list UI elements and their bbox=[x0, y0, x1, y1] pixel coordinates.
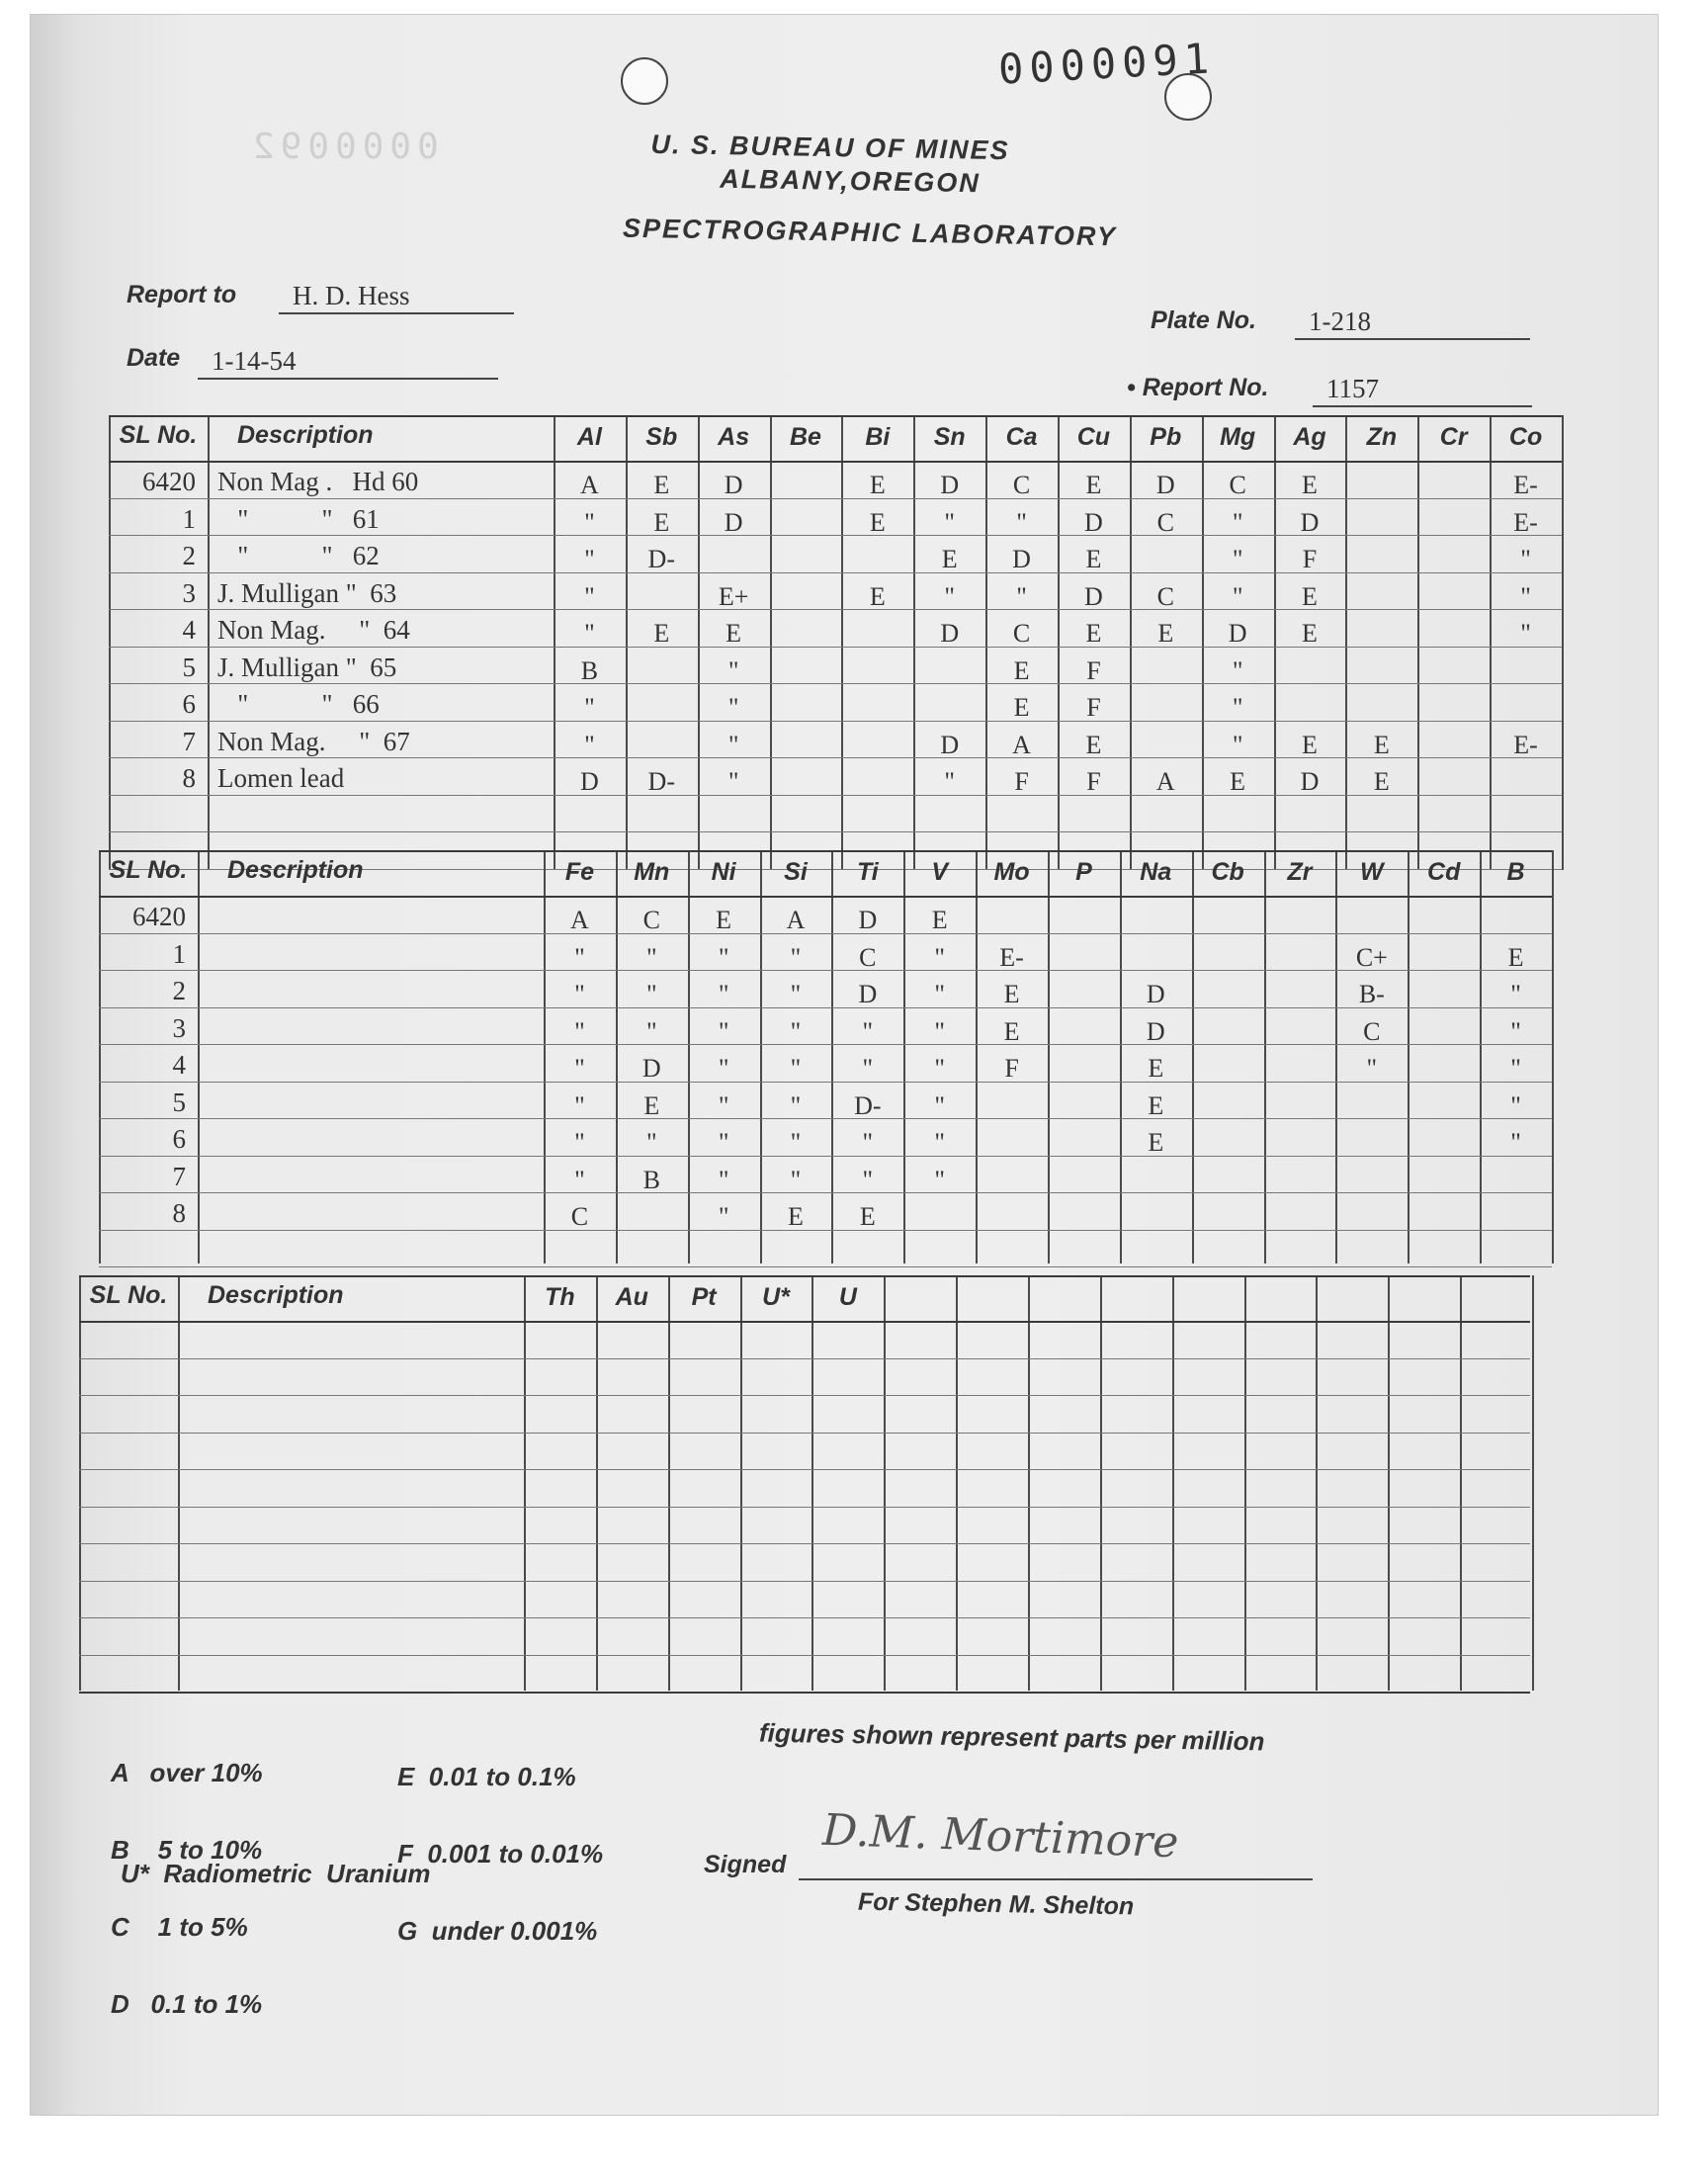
sl-number: 8 bbox=[182, 763, 196, 793]
table-2 bbox=[99, 850, 1552, 1263]
grid-line bbox=[79, 1433, 1530, 1434]
grade-cell: F bbox=[1014, 767, 1029, 796]
grade-cell: " bbox=[645, 1016, 657, 1046]
grade-cell: " bbox=[1520, 581, 1531, 611]
grade-cell: C+ bbox=[1355, 942, 1388, 972]
grade-cell: " bbox=[727, 730, 739, 759]
sl-number: 8 bbox=[172, 1198, 186, 1228]
grade-cell: D bbox=[1300, 507, 1320, 537]
element-header-p: P bbox=[1075, 858, 1092, 886]
grade-cell: C bbox=[1229, 471, 1246, 499]
sl-number: 6420 bbox=[132, 902, 186, 931]
grid-line bbox=[109, 721, 1562, 722]
element-header-ni: Ni bbox=[711, 858, 736, 886]
grid-line bbox=[1172, 1275, 1174, 1691]
sample-description: J. Mulligan " 63 bbox=[217, 577, 397, 608]
grid-line bbox=[1316, 1275, 1318, 1691]
grade-cell: E bbox=[653, 507, 670, 537]
description-header: Description bbox=[227, 856, 364, 884]
grade-cell: " bbox=[574, 1128, 585, 1157]
legend-a: A over 10% bbox=[111, 1758, 263, 1787]
grid-line bbox=[1532, 1275, 1534, 1691]
element-header-zn: Zn bbox=[1366, 423, 1398, 451]
element-header-au: Au bbox=[615, 1283, 648, 1311]
grade-cell: A bbox=[570, 906, 589, 934]
grade-cell: E bbox=[1148, 1090, 1164, 1120]
for-line: For Stephen M. Shelton bbox=[857, 1887, 1135, 1921]
sl-no-header: SL No. bbox=[89, 1281, 168, 1309]
grade-cell: E bbox=[1148, 1128, 1164, 1157]
grade-cell: " bbox=[718, 1016, 729, 1046]
grid-line bbox=[109, 415, 1562, 417]
date-value: 1-14-54 bbox=[198, 344, 498, 380]
grade-cell: " bbox=[718, 1054, 729, 1083]
plate-no-value: 1-218 bbox=[1295, 304, 1530, 340]
legend-f: F 0.001 to 0.01% bbox=[397, 1839, 604, 1869]
grade-cell: E bbox=[859, 1202, 876, 1231]
grid-line bbox=[79, 1395, 1530, 1396]
grid-line bbox=[770, 415, 772, 870]
description-header: Description bbox=[208, 1281, 344, 1309]
sl-number: 6420 bbox=[142, 467, 196, 496]
element-header-na: Na bbox=[1140, 858, 1172, 886]
grade-cell: D bbox=[940, 730, 960, 759]
legend-g: G under 0.001% bbox=[397, 1916, 598, 1946]
grade-cell: F bbox=[1086, 693, 1101, 722]
grade-cell: E bbox=[869, 507, 886, 537]
grade-cell: E bbox=[1085, 730, 1102, 759]
grid-line bbox=[99, 896, 1552, 898]
grade-cell: " bbox=[584, 581, 595, 611]
grade-cell: E bbox=[1373, 767, 1390, 796]
grid-line bbox=[79, 1275, 81, 1691]
grade-cell: " bbox=[1232, 545, 1243, 573]
grade-cell: D- bbox=[854, 1090, 882, 1120]
sl-no-header: SL No. bbox=[109, 856, 188, 884]
element-header-mn: Mn bbox=[634, 858, 670, 886]
grade-cell: E bbox=[1302, 619, 1318, 648]
grade-cell: " bbox=[934, 980, 946, 1008]
element-header-pb: Pb bbox=[1150, 423, 1182, 451]
grade-cell: E bbox=[941, 545, 958, 573]
grade-cell: E bbox=[653, 619, 670, 648]
element-header-th: Th bbox=[545, 1283, 575, 1311]
grade-cell: E bbox=[643, 1090, 660, 1120]
grade-cell: " bbox=[584, 545, 595, 573]
element-header-as: As bbox=[718, 423, 750, 451]
grade-cell: " bbox=[574, 1054, 585, 1083]
grade-cell: D bbox=[1155, 471, 1175, 499]
grade-cell: " bbox=[645, 1128, 657, 1157]
grade-cell: " bbox=[790, 1128, 802, 1157]
grade-cell: D- bbox=[647, 545, 675, 573]
grid-line bbox=[1552, 850, 1554, 1263]
grade-cell: " bbox=[934, 1128, 946, 1157]
grade-cell: " bbox=[574, 980, 585, 1008]
date-label: Date bbox=[127, 344, 181, 372]
grid-line bbox=[198, 850, 200, 1263]
grade-cell: E bbox=[1003, 980, 1020, 1008]
grid-line bbox=[109, 683, 1562, 684]
grid-line bbox=[79, 1469, 1530, 1470]
grade-cell: F bbox=[1086, 767, 1101, 796]
grid-line bbox=[178, 1275, 180, 1691]
element-header-al: Al bbox=[576, 423, 602, 451]
grade-cell: " bbox=[584, 619, 595, 648]
grid-line bbox=[1460, 1275, 1462, 1691]
grade-cell: " bbox=[645, 980, 657, 1008]
grade-cell: E bbox=[869, 471, 886, 499]
legend-col-2 bbox=[397, 1712, 603, 1969]
grid-line bbox=[79, 1275, 1530, 1277]
grade-cell: F bbox=[1004, 1054, 1019, 1083]
grid-line bbox=[1388, 1275, 1390, 1691]
sl-number: 4 bbox=[172, 1050, 186, 1080]
grid-line bbox=[1562, 415, 1564, 870]
grade-cell: " bbox=[584, 507, 595, 537]
grade-cell: E bbox=[726, 619, 742, 648]
grade-cell: " bbox=[862, 1165, 874, 1194]
legend-d: D 0.1 to 1% bbox=[111, 1989, 263, 2019]
report-no-label: • Report No. bbox=[1127, 374, 1269, 401]
table-3 bbox=[79, 1275, 1530, 1691]
grade-cell: " bbox=[1016, 507, 1027, 537]
signature-line bbox=[799, 1878, 1313, 1880]
sl-number: 2 bbox=[172, 976, 186, 1005]
grade-cell: " bbox=[718, 1165, 729, 1194]
grade-cell: " bbox=[934, 942, 946, 972]
grade-cell: E bbox=[716, 906, 732, 934]
grid-line bbox=[79, 1321, 1530, 1323]
grade-cell: E bbox=[1302, 471, 1318, 499]
grade-cell: D bbox=[1084, 507, 1103, 537]
grade-cell: A bbox=[1155, 767, 1175, 796]
element-header-ti: Ti bbox=[856, 858, 879, 886]
legend-c: C 1 to 5% bbox=[111, 1912, 248, 1942]
grade-cell: C bbox=[1012, 471, 1031, 499]
grade-cell: " bbox=[1510, 980, 1521, 1008]
grade-cell: A bbox=[1012, 730, 1031, 759]
grade-cell: " bbox=[727, 767, 739, 796]
grade-cell: " bbox=[934, 1016, 946, 1046]
grade-cell: E bbox=[1085, 619, 1102, 648]
sl-number: 3 bbox=[172, 1012, 186, 1043]
grade-cell: F bbox=[1302, 545, 1318, 573]
sample-description: Non Mag . Hd 60 bbox=[217, 467, 419, 496]
grade-cell: " bbox=[727, 693, 739, 722]
grade-cell: E bbox=[869, 581, 886, 611]
grade-cell: " bbox=[718, 980, 729, 1008]
ppm-note: figures shown represent parts per million bbox=[758, 1717, 1265, 1757]
grade-cell: E bbox=[1013, 693, 1030, 722]
grid-line bbox=[79, 1617, 1530, 1618]
grade-cell: D bbox=[1012, 545, 1031, 573]
grade-cell: " bbox=[727, 655, 739, 685]
grid-line bbox=[1408, 850, 1409, 1263]
grade-cell: E- bbox=[1513, 730, 1538, 759]
grade-cell: " bbox=[718, 1202, 729, 1231]
grade-cell: " bbox=[934, 1090, 946, 1120]
sl-no-header: SL No. bbox=[119, 421, 198, 449]
grade-cell: D bbox=[724, 507, 743, 537]
grade-cell: " bbox=[645, 942, 657, 972]
sl-number: 5 bbox=[182, 652, 196, 682]
element-header-pt: Pt bbox=[691, 1283, 717, 1311]
grade-cell: C bbox=[642, 906, 660, 934]
grade-cell: " bbox=[584, 693, 595, 722]
element-header-u-star: U* bbox=[762, 1283, 790, 1311]
grade-cell: E bbox=[1302, 581, 1318, 611]
grade-cell: " bbox=[790, 1054, 802, 1083]
grade-cell: " bbox=[574, 1090, 585, 1120]
grid-line bbox=[99, 850, 1552, 852]
table-1 bbox=[109, 415, 1562, 870]
element-header-mg: Mg bbox=[1220, 423, 1256, 451]
grade-cell: " bbox=[1232, 693, 1243, 722]
legend-b: B 5 to 10% bbox=[111, 1835, 263, 1865]
grade-cell: C bbox=[1012, 619, 1031, 648]
grid-line bbox=[1417, 415, 1419, 870]
grid-line bbox=[1264, 850, 1266, 1263]
element-header-sb: Sb bbox=[645, 423, 678, 451]
grid-line bbox=[740, 1275, 742, 1691]
grade-cell: " bbox=[944, 767, 956, 796]
header-line-1: U. S. BUREAU OF MINES bbox=[650, 129, 1010, 166]
sl-number: 3 bbox=[182, 577, 196, 608]
grade-cell: E bbox=[653, 471, 670, 499]
element-header-b: B bbox=[1506, 858, 1525, 886]
grade-cell: E- bbox=[1513, 507, 1538, 537]
sl-number: 5 bbox=[172, 1087, 186, 1117]
grade-cell: F bbox=[1086, 655, 1101, 685]
grade-cell: " bbox=[944, 581, 956, 611]
grade-cell: D bbox=[1146, 980, 1165, 1008]
grid-line bbox=[811, 1275, 813, 1691]
signed-label: Signed bbox=[704, 1851, 787, 1878]
element-header-v: V bbox=[931, 858, 949, 886]
grade-cell: " bbox=[574, 1165, 585, 1194]
sample-description: Non Mag. " 67 bbox=[217, 726, 410, 756]
grid-line bbox=[1100, 1275, 1102, 1691]
grade-cell: " bbox=[790, 1090, 802, 1120]
element-header-si: Si bbox=[784, 858, 808, 886]
grid-line bbox=[79, 1692, 1530, 1694]
grade-cell: " bbox=[1510, 1016, 1521, 1046]
sl-number: 7 bbox=[172, 1161, 186, 1191]
grade-cell: C bbox=[1156, 581, 1174, 611]
sample-description: Lomen lead bbox=[217, 763, 345, 793]
grid-line bbox=[956, 1275, 958, 1691]
grid-line bbox=[596, 1275, 598, 1691]
grade-cell: " bbox=[934, 1054, 946, 1083]
grade-cell: " bbox=[1232, 507, 1243, 537]
grade-cell: E bbox=[1003, 1016, 1020, 1046]
grid-line bbox=[79, 1543, 1530, 1544]
element-header-ag: Ag bbox=[1293, 423, 1326, 451]
grade-cell: D bbox=[1146, 1016, 1165, 1046]
grade-cell: E bbox=[1373, 730, 1390, 759]
grade-cell: " bbox=[584, 730, 595, 759]
grade-cell: C bbox=[859, 942, 877, 972]
sl-number: 6 bbox=[172, 1124, 186, 1154]
grid-line bbox=[1028, 1275, 1030, 1691]
element-header-zr: Zr bbox=[1287, 858, 1313, 886]
grade-cell: E bbox=[1085, 545, 1102, 573]
grid-line bbox=[79, 1358, 1530, 1359]
header-line-2: ALBANY,OREGON bbox=[720, 163, 982, 199]
grade-cell: E bbox=[1507, 942, 1524, 972]
grid-line bbox=[109, 461, 1562, 463]
sl-number: 6 bbox=[182, 689, 196, 719]
grade-cell: E bbox=[1085, 471, 1102, 499]
grade-cell: " bbox=[1232, 581, 1243, 611]
description-header: Description bbox=[237, 421, 374, 449]
element-header-cd: Cd bbox=[1427, 858, 1461, 886]
grid-line bbox=[1048, 850, 1050, 1263]
stamp-number: 0000091 bbox=[996, 34, 1217, 94]
grade-cell: C bbox=[1363, 1016, 1381, 1046]
sl-number: 1 bbox=[172, 938, 186, 969]
grade-cell: D bbox=[580, 767, 599, 796]
grade-cell: " bbox=[1510, 1090, 1521, 1120]
grade-cell: " bbox=[1520, 545, 1531, 573]
grade-cell: " bbox=[718, 1128, 729, 1157]
sample-description: Non Mag. " 64 bbox=[217, 615, 410, 645]
grade-cell: " bbox=[1016, 581, 1027, 611]
grade-cell: D bbox=[1228, 619, 1247, 648]
grid-line bbox=[524, 1275, 526, 1691]
grade-cell: E bbox=[788, 1202, 804, 1231]
grade-cell: B bbox=[642, 1165, 660, 1194]
element-header-cu: Cu bbox=[1076, 423, 1111, 451]
element-header-bi: Bi bbox=[865, 423, 891, 451]
grade-cell: " bbox=[944, 507, 956, 537]
grade-cell: " bbox=[790, 1165, 802, 1194]
report-to-value: H. D. Hess bbox=[279, 279, 514, 314]
grade-cell: E bbox=[1230, 767, 1246, 796]
grade-cell: A bbox=[580, 471, 599, 499]
grade-cell: E bbox=[1148, 1054, 1164, 1083]
grade-cell: C bbox=[570, 1202, 589, 1231]
grade-cell: D bbox=[858, 980, 878, 1008]
grade-cell: D bbox=[1084, 581, 1103, 611]
grade-cell: C bbox=[1156, 507, 1174, 537]
grade-cell: D bbox=[940, 619, 960, 648]
grade-cell: " bbox=[790, 1016, 802, 1046]
grade-cell: " bbox=[790, 942, 802, 972]
grade-cell: D bbox=[641, 1054, 661, 1083]
grade-cell: " bbox=[1510, 1128, 1521, 1157]
report-no-value: 1157 bbox=[1313, 372, 1532, 407]
plate-no-label: Plate No. bbox=[1151, 306, 1256, 334]
grid-line bbox=[1244, 1275, 1246, 1691]
u-star-note: U* Radiometric Uranium bbox=[121, 1859, 431, 1888]
grade-cell: " bbox=[1510, 1054, 1521, 1083]
element-header-sn: Sn bbox=[933, 423, 966, 451]
element-header-u: U bbox=[838, 1283, 857, 1311]
grade-cell: A bbox=[786, 906, 806, 934]
grade-cell: " bbox=[1232, 730, 1243, 759]
report-to-label: Report to bbox=[127, 281, 237, 308]
grid-line bbox=[79, 1655, 1530, 1656]
grade-cell: " bbox=[934, 1165, 946, 1194]
sample-description: " " 61 bbox=[217, 503, 380, 534]
grade-cell: D- bbox=[647, 767, 675, 796]
header-line-3: SPECTROGRAPHIC LABORATORY bbox=[622, 213, 1118, 252]
grade-cell: " bbox=[1366, 1054, 1378, 1083]
grid-line bbox=[1345, 415, 1347, 870]
grade-cell: D bbox=[940, 471, 960, 499]
grade-cell: " bbox=[718, 1090, 729, 1120]
sl-number: 7 bbox=[182, 726, 196, 756]
grid-line bbox=[99, 1266, 1552, 1267]
grade-cell: E bbox=[931, 906, 948, 934]
ghost-stamp-number: 0000092 bbox=[247, 127, 439, 167]
element-header-co: Co bbox=[1508, 423, 1543, 451]
grid-line bbox=[208, 415, 210, 870]
grade-cell: E+ bbox=[718, 581, 749, 611]
element-header-cr: Cr bbox=[1439, 423, 1468, 451]
grade-cell: " bbox=[862, 1054, 874, 1083]
element-header-cb: Cb bbox=[1211, 858, 1244, 886]
grade-cell: E bbox=[1302, 730, 1318, 759]
grade-cell: D bbox=[1300, 767, 1320, 796]
element-header-fe: Fe bbox=[564, 858, 595, 886]
grid-line bbox=[79, 1507, 1530, 1508]
grid-line bbox=[1192, 850, 1194, 1263]
sl-number: 1 bbox=[182, 503, 196, 534]
signature: D.M. Mortimore bbox=[821, 1804, 1180, 1869]
grade-cell: " bbox=[862, 1016, 874, 1046]
grade-cell: " bbox=[718, 942, 729, 972]
grade-cell: E- bbox=[1513, 471, 1538, 499]
legend-e: E 0.01 to 0.1% bbox=[397, 1762, 576, 1791]
sample-description: J. Mulligan " 65 bbox=[217, 652, 397, 682]
grid-line bbox=[79, 1581, 1530, 1582]
element-header-mo: Mo bbox=[993, 858, 1030, 886]
grade-cell: " bbox=[1520, 619, 1531, 648]
grade-cell: B- bbox=[1358, 980, 1385, 1008]
grid-line bbox=[109, 831, 1562, 832]
sl-number: 4 bbox=[182, 615, 196, 645]
grade-cell: E bbox=[1157, 619, 1174, 648]
grade-cell: " bbox=[574, 1016, 585, 1046]
grade-cell: E- bbox=[999, 942, 1024, 972]
grade-cell: D bbox=[858, 906, 878, 934]
sl-number: 2 bbox=[182, 541, 196, 570]
grade-cell: E bbox=[1013, 655, 1030, 685]
grid-line bbox=[884, 1275, 886, 1691]
element-header-w: W bbox=[1360, 858, 1384, 886]
grade-cell: D bbox=[724, 471, 743, 499]
element-header-be: Be bbox=[790, 423, 821, 451]
grade-cell: " bbox=[574, 942, 585, 972]
element-header-ca: Ca bbox=[1005, 423, 1038, 451]
punch-hole bbox=[621, 57, 668, 105]
grade-cell: B bbox=[580, 655, 599, 685]
grade-cell: " bbox=[862, 1128, 874, 1157]
grade-cell: " bbox=[790, 980, 802, 1008]
sample-description: " " 62 bbox=[217, 541, 380, 570]
grid-line bbox=[668, 1275, 670, 1691]
sample-description: " " 66 bbox=[217, 689, 380, 719]
grade-cell: " bbox=[1232, 655, 1243, 685]
